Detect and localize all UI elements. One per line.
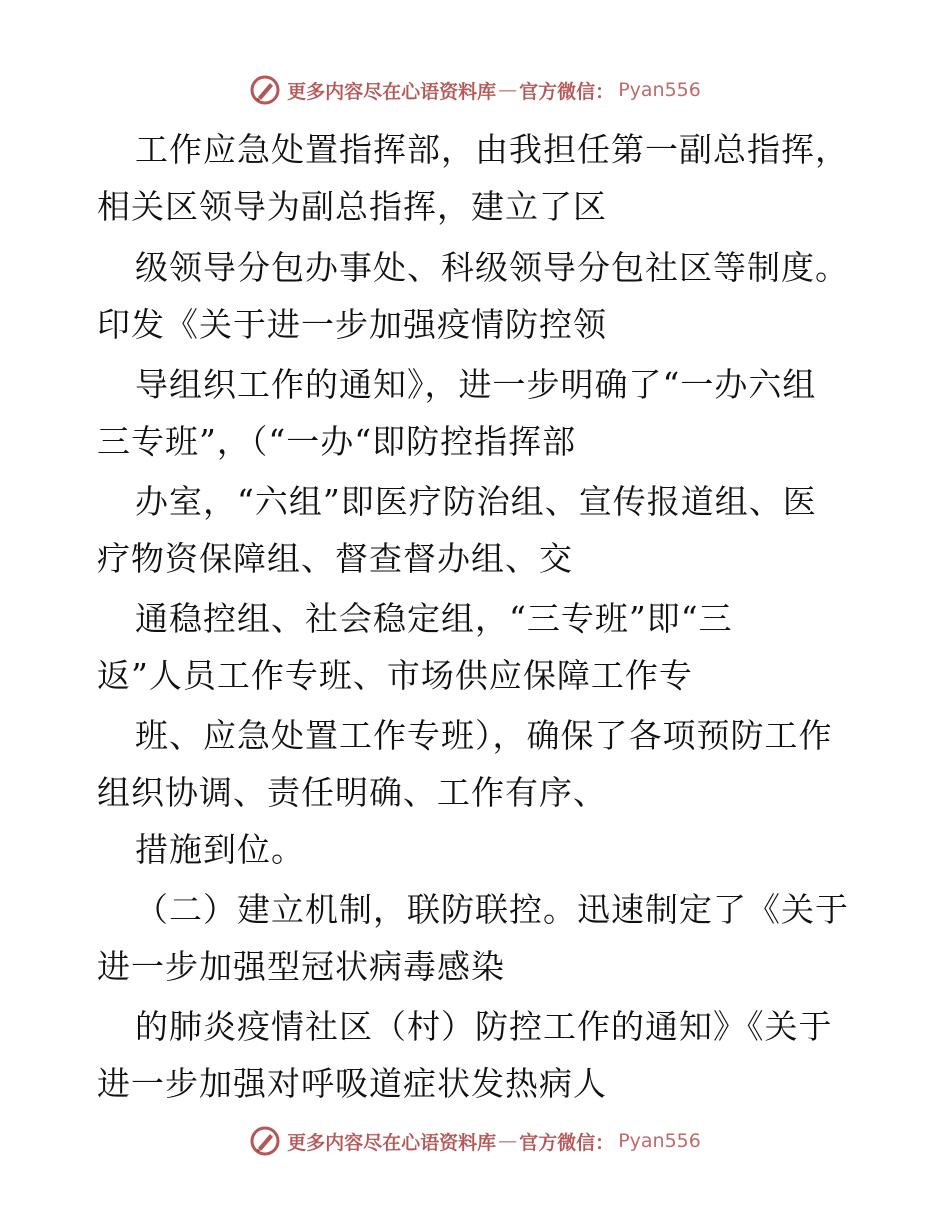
text-line: 导组织工作的通知》，进一步明确了“一办六组	[135, 365, 817, 404]
text-line: 办室，“六组”即医疗防治组、宣传报道组、医	[135, 482, 817, 521]
text-line: 的肺炎疫情社区（村）防控工作的通知》《关于	[135, 1007, 833, 1046]
text-line: 通稳控组、社会稳定组，“三专班”即“三	[135, 599, 733, 638]
watermark-text: 更多内容尽在心语资料库	[287, 80, 497, 103]
watermark-suffix: 官方微信：	[519, 1131, 615, 1154]
text-line: 疗物资保障组、督查督办组、交	[97, 539, 573, 578]
footer-watermark	[0, 1121, 950, 1161]
watermark-text: 更多内容尽在心语资料库	[287, 1131, 497, 1154]
text-line: 级领导分包办事处、科级领导分包社区等制度。	[135, 248, 849, 287]
text-line: 组织协调、责任明确、工作有序、	[97, 773, 607, 812]
watermark-separator: —	[498, 79, 518, 101]
header-watermark	[0, 70, 950, 110]
watermark-suffix: 官方微信：	[519, 80, 615, 103]
text-line: 返”人员工作专班、市场供应保障工作专	[97, 656, 693, 695]
text-line: 进一步加强对呼吸道症状发热病人	[97, 1064, 607, 1103]
text-line: 三专班”，（“一办“即防控指挥部	[97, 422, 577, 461]
text-line: （二）建立机制，联防联控。迅速制定了《关于	[135, 890, 849, 929]
pen-circle-logo-icon	[249, 74, 281, 106]
text-line: 相关区领导为副总指挥，建立了区	[97, 187, 607, 226]
text-line: 措施到位。	[135, 830, 305, 869]
text-line: 进一步加强型冠状病毒感染	[97, 947, 505, 986]
text-line: 工作应急处置指挥部，由我担任第一副总指挥，	[135, 130, 849, 169]
pen-circle-logo-icon	[249, 1125, 281, 1157]
watermark-wechat-id: Pyan556	[618, 79, 701, 101]
watermark-separator: —	[498, 1130, 518, 1152]
text-line: 班、应急处置工作专班），确保了各项预防工作	[135, 716, 833, 755]
watermark-wechat-id: Pyan556	[618, 1130, 701, 1152]
text-line: 印发《关于进一步加强疫情防控领	[97, 305, 607, 344]
